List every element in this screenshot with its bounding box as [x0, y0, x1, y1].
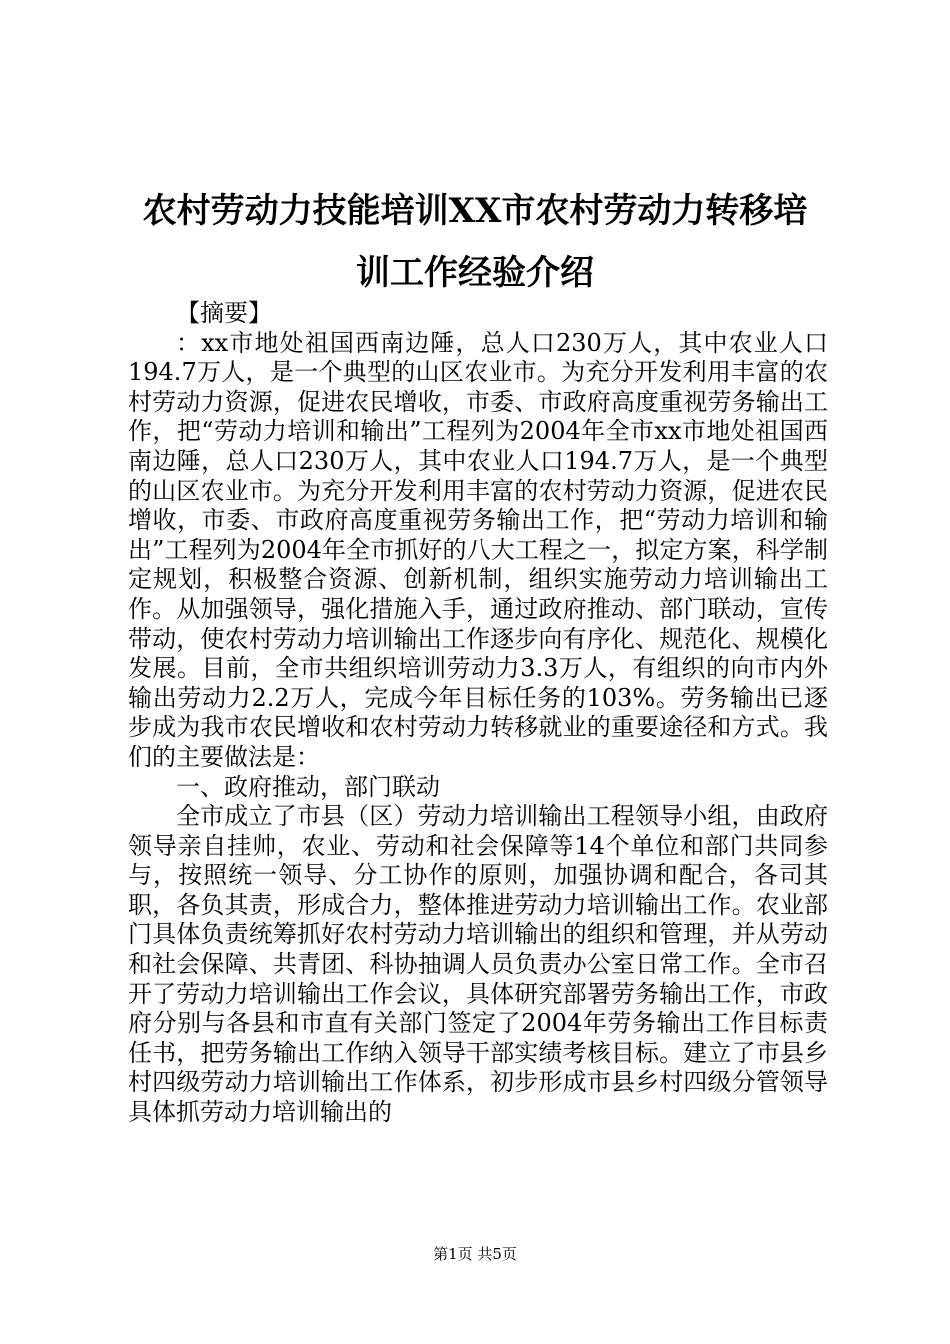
abstract-paragraph: ：xx市地处祖国西南边陲，总人口230万人，其中农业人口194.7万人，是一个典型的山区农业市。为充分开发利用丰富的农村劳动力资源，促进农民增收，市委、市政府高度重视劳务输出工作，把“劳动力培训和输出”工程列为2004年全市xx市地处祖国西南边陲，总人口230万人，其中农业人口194.7万人，是一个典型的山区农业市。为充分开发利用丰富的农村劳动力资源，促进农民增收，市委、市政府高度重视劳务输出工作，把“劳动力培训和输出”工程列为2004年全市抓好的八大工程之一，拟定方案，科学制定规划，积极整合资源、创新机制，组织实施劳动力培训输出工作。从加强领导，强化措施入手，通过政府推动、部门联动，宣传带动，使农村劳动力培训输出工作逐步向有序化、规范化、规模化发展。目前，全市共组织培训劳动力3.3万人，有组织的向市内外输出劳动力2.2万人，完成今年目标任务的103%。劳务输出已逐步成为我市农民增收和农村劳动力转移就业的重要途径和方式。我们的主要做法是：	[128, 328, 828, 771]
document-title	[120, 180, 830, 304]
section-paragraph-1: 全市成立了市县（区）劳动力培训输出工程领导小组，由政府领导亲自挂帅，农业、劳动和社会保障等14个单位和部门共同参与，按照统一领导、分工协作的原则，加强协调和配合，各司其职，各负其责，形成合力，整体推进劳动力培训输出工作。农业部门具体负责统筹抓好农村劳动力培训输出的组织和管理，并从劳动和社会保障、共青团、科协抽调人员负责办公室日常工作。全市召开了劳动力培训输出工作会议，具体研究部署劳务输出工作，市政府分别与各县和市直有关部门签定了2004年劳务输出工作目标责任书，把劳务输出工作纳入领导干部实绩考核目标。建立了市县乡村四级劳动力培训输出工作体系，初步形成市县乡村四级分管领导具体抓劳动力培训输出的	[128, 802, 828, 1127]
title-line-1: 农村劳动力技能培训XX市农村劳动力转移培	[142, 191, 808, 231]
section-heading-1: 一、政府推动，部门联动	[176, 772, 440, 801]
title-line-2: 训工作经验介绍	[356, 253, 594, 293]
page-footer	[0, 1244, 950, 1264]
abstract-label: 【摘要】	[176, 299, 272, 327]
document-body	[128, 299, 828, 1128]
page-indicator: 第1页 共5页	[433, 1245, 517, 1263]
